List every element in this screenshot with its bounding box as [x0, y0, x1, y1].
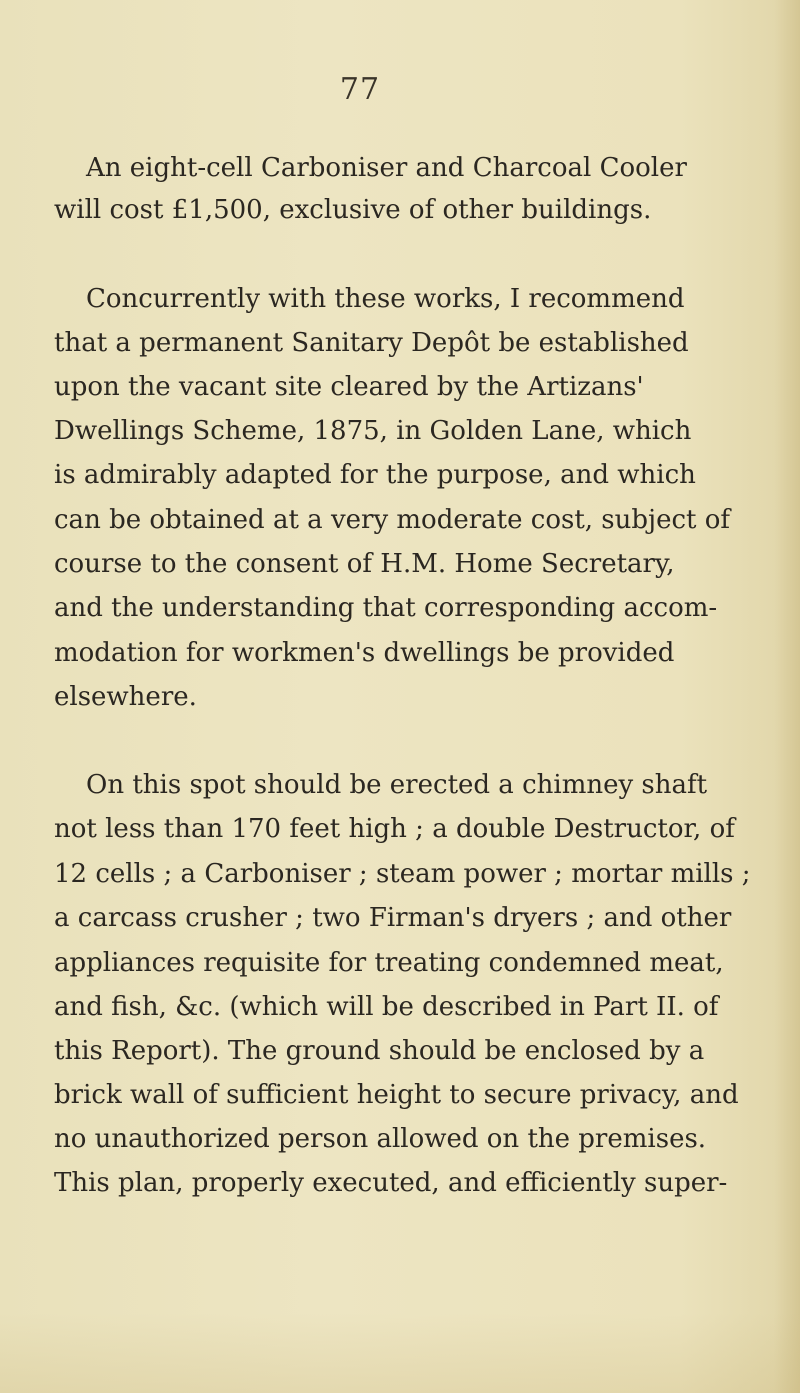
text-line-8: can be obtained at a very moderate cost, subject of — [54, 505, 731, 535]
text-line-4: that a permanent Sanitary Depôt be established — [54, 328, 689, 358]
text-line-17: appliances requisite for treating condemned meat, — [54, 948, 724, 978]
text-line-9: course to the consent of H.M. Home Secretary, — [54, 549, 675, 579]
text-line-16: a carcass crusher ; two Firman's dryers ; and other — [54, 903, 732, 933]
page-bottom-shading — [0, 1313, 800, 1393]
text-line-20: brick wall of sufficient height to secure privacy, and — [54, 1080, 739, 1110]
text-line-12: elsewhere. — [54, 682, 197, 712]
text-line-2: will cost £1,500, exclusive of other buildings. — [54, 195, 652, 225]
text-line-22: This plan, properly executed, and efficiently super- — [54, 1168, 728, 1198]
text-line-19: this Report). The ground should be enclosed by a — [54, 1036, 705, 1066]
text-line-1: An eight-cell Carboniser and Charcoal Cooler — [86, 153, 687, 183]
text-line-5: upon the vacant site cleared by the Artizans' — [54, 372, 644, 402]
page-number: 77 — [339, 72, 381, 107]
text-line-10: and the understanding that corresponding accom- — [54, 593, 718, 623]
text-line-14: not less than 170 feet high ; a double Destructor, of — [54, 814, 735, 844]
text-line-15: 12 cells ; a Carboniser ; steam power ; mortar mills ; — [54, 859, 751, 889]
text-line-13: On this spot should be erected a chimney shaft — [86, 770, 708, 800]
text-line-3: Concurrently with these works, I recommend — [86, 284, 685, 314]
page-edge-shading — [774, 0, 800, 1393]
text-line-6: Dwellings Scheme, 1875, in Golden Lane, which — [54, 416, 692, 446]
text-line-18: and fish, &c. (which will be described in Part II. of — [54, 992, 719, 1022]
text-line-21: no unauthorized person allowed on the premises. — [54, 1124, 707, 1154]
text-line-11: modation for workmen's dwellings be provided — [54, 638, 675, 668]
text-line-7: is admirably adapted for the purpose, and which — [54, 460, 696, 490]
